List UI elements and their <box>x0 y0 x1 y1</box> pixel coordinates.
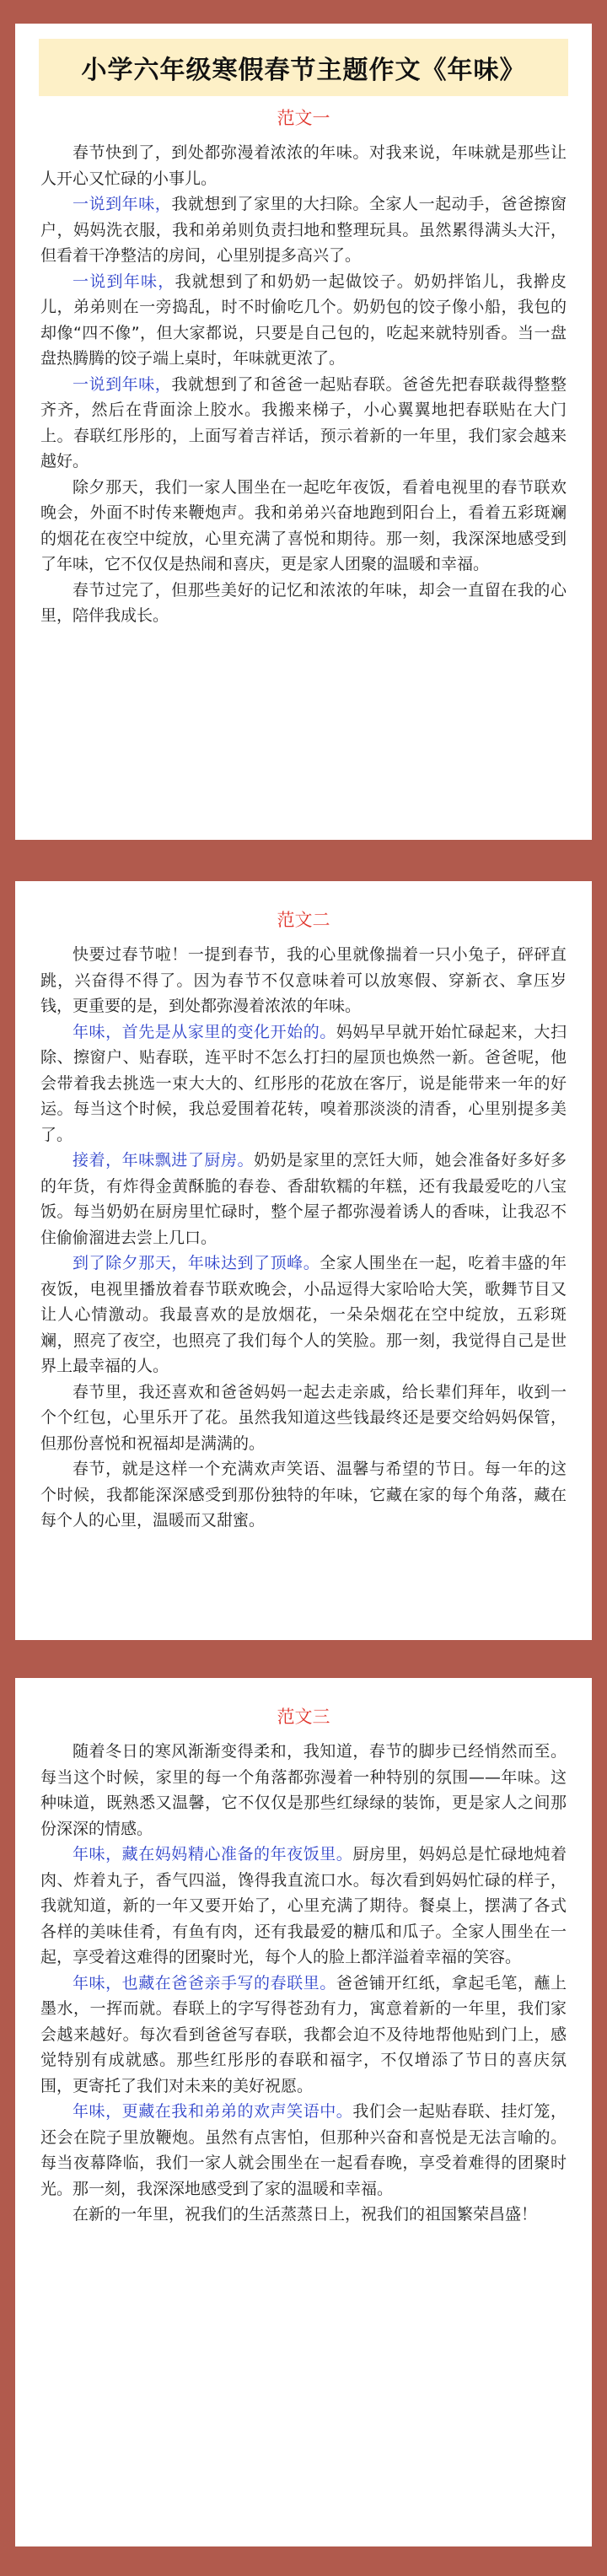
essay-1-paragraph <box>40 140 567 191</box>
paragraph-text: 除夕那天，我们一家人围坐在一起吃年夜饭，看着电视里的春节联欢晚会，外面不时传来鞭炮声。我和弟弟兴奋地跑到阳台上，看着五彩斑斓的烟花在夜空中绽放，心里充满了喜悦和期待。那一刻，我深深地感受到了年味，它不仅仅是热闹和喜庆，更是家人团聚的温暖和幸福。 <box>40 477 567 573</box>
essay-1-paragraph <box>40 372 567 475</box>
paragraph-lead: 接着，年味飘进了厨房。 <box>73 1151 255 1170</box>
paragraph-text: 春节里，我还喜欢和爸爸妈妈一起去走亲戚，给长辈们拜年，收到一个个红包，心里乐开了花。虽然我知道这些钱最终还是要交给妈妈保管，但那份喜悦和祝福却是满满的。 <box>40 1382 567 1453</box>
essay-1-content <box>40 105 567 629</box>
paragraph-text: 在新的一年里，祝我们的生活蒸蒸日上，祝我们的祖国繁荣昌盛！ <box>73 2205 538 2224</box>
essay-3-paragraph <box>40 1842 567 1971</box>
paragraph-text: 春节过完了，但那些美好的记忆和浓浓的年味，却会一直留在我的心里，陪伴我成长。 <box>40 580 567 625</box>
paragraph-lead: 年味，首先是从家里的变化开始的。 <box>73 1022 336 1041</box>
essay-2-paragraph <box>40 1148 567 1250</box>
essay-3-paragraph <box>40 2099 567 2202</box>
paragraph-lead: 年味，更藏在我和弟弟的欢声笑语中。 <box>73 2102 353 2121</box>
paragraph-text: 快要过春节啦！一提到春节，我的心里就像揣着一只小兔子，砰砰直跳，兴奋得不得了。因为春节不仅意味着可以放寒假、穿新衣、拿压岁钱，更重要的是，到处都弥漫着浓浓的年味。 <box>40 945 567 1015</box>
essay-2-paragraph <box>40 942 567 1019</box>
paragraph-text: 春节，就是这样一个充满欢声笑语、温馨与希望的节日。每一年的这个时候，我都能深深感受到那份独特的年味，它藏在家的每个角落，藏在每个人的心里，温暖而又甜蜜。 <box>40 1460 567 1530</box>
paragraph-lead: 一说到年味， <box>73 272 175 291</box>
essay-card-2 <box>15 881 592 1640</box>
essay-2-paragraph <box>40 1456 567 1534</box>
essay-2-paragraph <box>40 1019 567 1148</box>
essay-2-content <box>40 906 567 1534</box>
essay-3-content <box>40 1703 567 2228</box>
essay-1-paragraph <box>40 578 567 629</box>
paragraph-text: 爸爸铺开红纸，拿起毛笔，蘸上墨水，一挥而就。春联上的字写得苍劲有力，寓意着新的一年里，我们家会越来越好。每次看到爸爸写春联，我都会迫不及待地帮他贴到门上，感觉特别有成就感。那些红彤彤的春联和福字，不仅增添了节日的喜庆氛围，更寄托了我们对未来的美好祝愿。 <box>40 1973 567 2095</box>
essay-3-paragraph <box>40 1739 567 1842</box>
paragraph-text: 春节快到了，到处都弥漫着浓浓的年味。对我来说，年味就是那些让人开心又忙碌的小事儿。 <box>40 143 567 188</box>
essay-2-paragraph <box>40 1250 567 1379</box>
page-title: 小学六年级寒假春节主题作文《年味》 <box>39 39 568 96</box>
paragraph-text: 奶奶是家里的烹饪大师，她会准备好多好多的年货，有炸得金黄酥脆的春卷、香甜软糯的年糕，还有我最爱吃的八宝饭。每当奶奶在厨房里忙碌时，整个屋子都弥漫着诱人的香味，让我忍不住偷偷溜进去尝上几口。 <box>40 1151 567 1247</box>
essay-3-heading: 范文三 <box>277 1707 330 1727</box>
paragraph-text: 妈妈早早就开始忙碌起来，大扫除、擦窗户、贴春联，连平时不怎么打扫的屋顶也焕然一新。爸爸呢，他会带着我去挑选一束大大的、红彤彤的花放在客厅，说是能带来一年的好运。每当这个时候，我总爱围着花转，嗅着那淡淡的清香，心里别提多美了。 <box>40 1022 567 1144</box>
paragraph-text: 我就想到了家里的大扫除。全家人一起动手，爸爸擦窗户，妈妈洗衣服，我和弟弟则负责扫地和整理玩具。虽然累得满头大汗，但看着干净整洁的房间，心里别提多高兴了。 <box>40 195 567 265</box>
paragraph-lead: 年味，藏在妈妈精心准备的年夜饭里。 <box>73 1845 353 1863</box>
paragraph-lead: 年味，也藏在爸爸亲手写的春联里。 <box>73 1973 336 1993</box>
essay-1-paragraph <box>40 191 567 269</box>
paragraph-text: 厨房里，妈妈总是忙碌地炖着肉、炸着丸子，香气四溢，馋得我直流口水。每次看到妈妈忙碌的样子，我就知道，新的一年又要开始了，心里充满了期待。餐桌上，摆满了各式各样的美味佳肴，有鱼有肉，还有我最爱的糖瓜和瓜子。全家人围坐在一起，享受着这难得的团聚时光，每个人的脸上都洋溢着幸福的笑容。 <box>40 1845 567 1966</box>
paragraph-text: 我们会一起贴春联、挂灯笼，还会在院子里放鞭炮。虽然有点害怕，但那种兴奋和喜悦是无法言喻的。每当夜幕降临，我们一家人就会围坐在一起看春晚，享受着难得的团聚时光。那一刻，我深深地感受到了家的温暖和幸福。 <box>40 2102 567 2198</box>
essay-1-heading: 范文一 <box>277 108 330 128</box>
essay-3-paragraph <box>40 2202 567 2228</box>
essay-2-heading: 范文二 <box>277 910 330 930</box>
paragraph-lead: 到了除夕那天，年味达到了顶峰。 <box>73 1254 320 1272</box>
essay-1-paragraph <box>40 475 567 578</box>
essay-card-3 <box>15 1678 592 2546</box>
paragraph-lead: 一说到年味， <box>73 195 172 213</box>
essay-1-paragraph <box>40 269 567 372</box>
paragraph-text: 全家人围坐在一起，吃着丰盛的年夜饭，电视里播放着春节联欢晚会，小品逗得大家哈哈大笑，歌舞节目又让人心情激动。我最喜欢的是放烟花，一朵朵烟花在空中绽放，五彩斑斓，照亮了夜空，也照亮了我们每个人的笑脸。那一刻，我觉得自己是世界上最幸福的人。 <box>40 1254 567 1375</box>
essay-2-paragraph <box>40 1379 567 1457</box>
paragraph-text: 我就想到了和奶奶一起做饺子。奶奶拌馅儿，我擀皮儿，弟弟则在一旁捣乱，时不时偷吃几个。奶奶包的饺子像小船，我包的却像“四不像”，但大家都说，只要是自己包的，吃起来就特别香。当一盘盘热腾腾的饺子端上桌时，年味就更浓了。 <box>40 272 567 368</box>
paragraph-text: 我就想到了和爸爸一起贴春联。爸爸先把春联裁得整整齐齐，然后在背面涂上胶水。我搬来梯子，小心翼翼地把春联贴在大门上。春联红彤彤的，上面写着吉祥话，预示着新的一年里，我们家会越来越好。 <box>40 374 567 471</box>
essay-3-paragraph <box>40 1971 567 2100</box>
paragraph-lead: 一说到年味， <box>73 374 172 394</box>
paragraph-text: 随着冬日的寒风渐渐变得柔和，我知道，春节的脚步已经悄然而至。每当这个时候，家里的每一个角落都弥漫着一种特别的氛围——年味。这种味道，既熟悉又温馨，它不仅仅是那些红绿绿的装饰，更是家人之间那份深深的情感。 <box>40 1742 567 1838</box>
essay-card-1 <box>15 24 592 840</box>
